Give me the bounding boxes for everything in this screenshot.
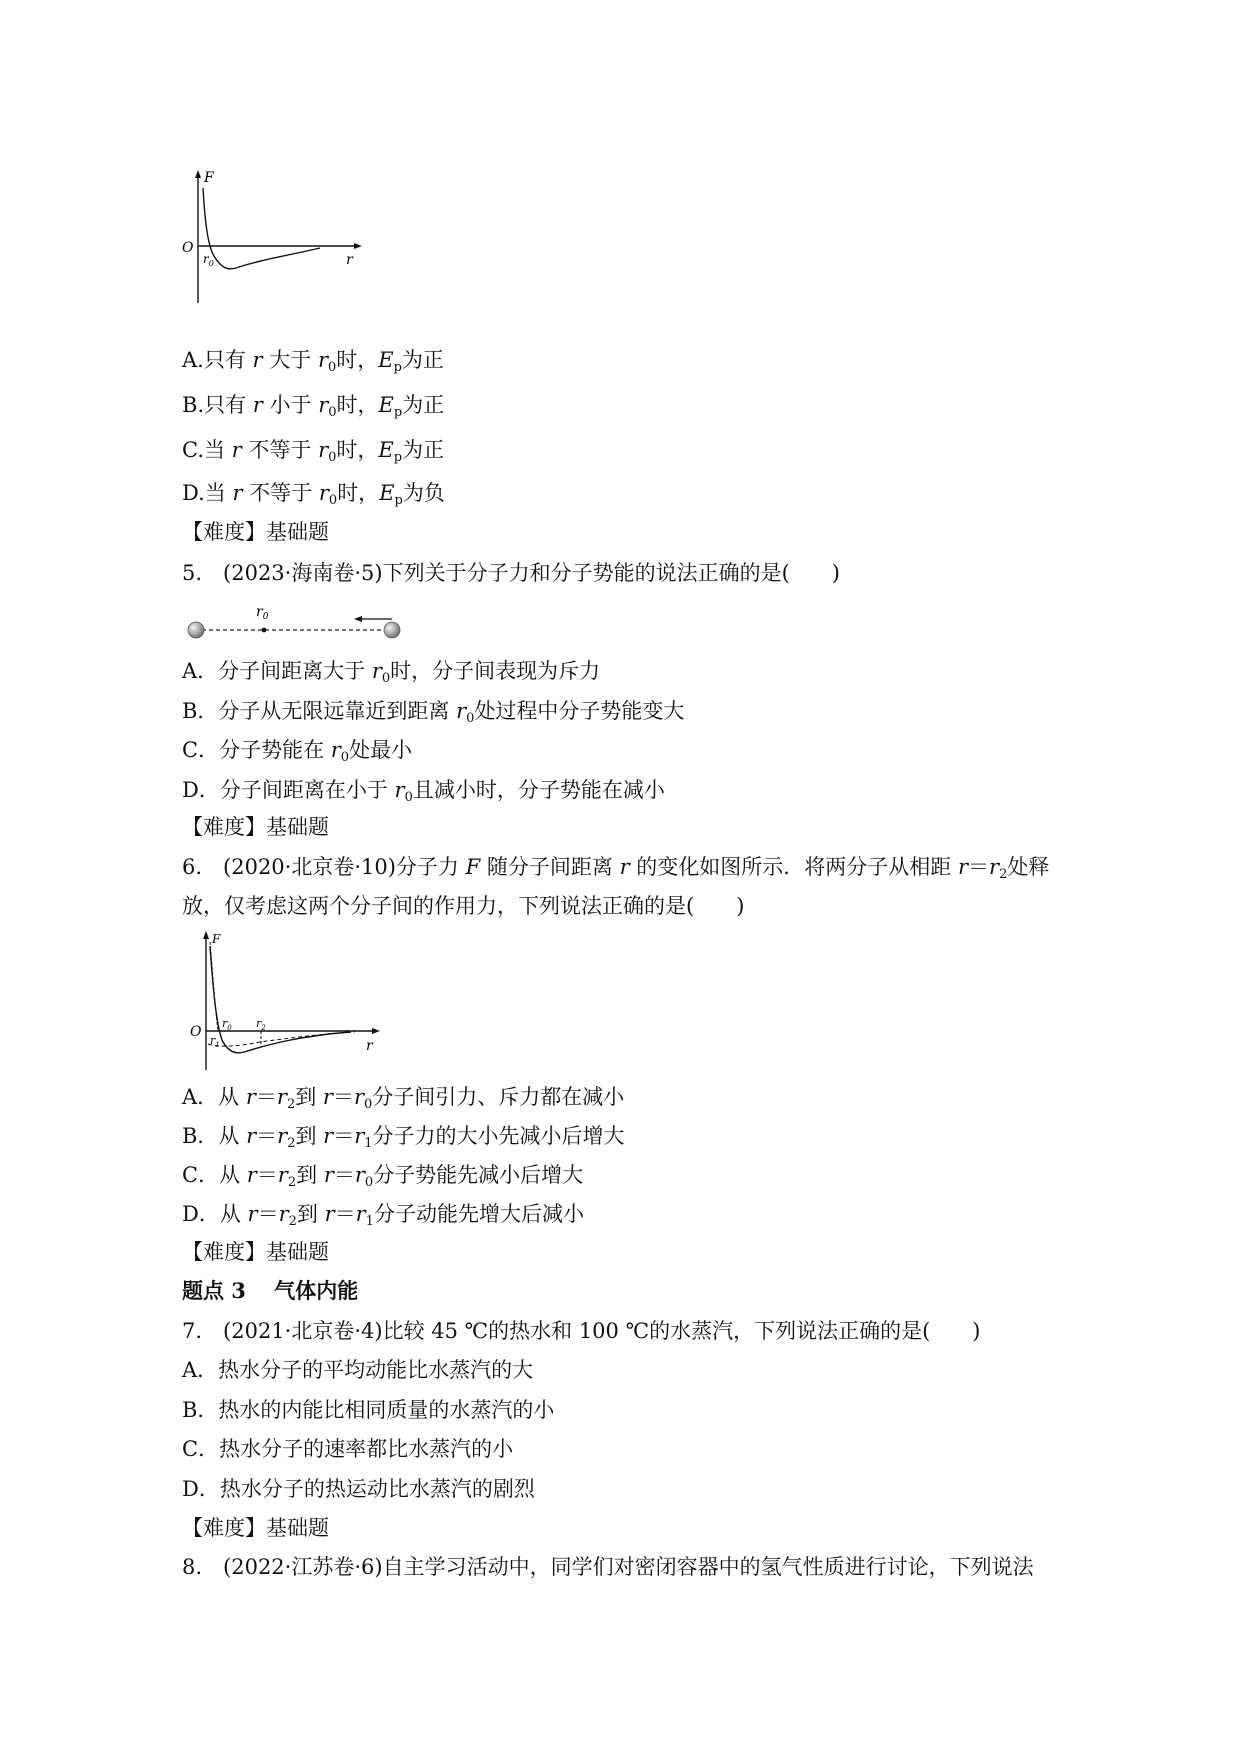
axis-label-f: F — [204, 170, 214, 186]
molecule-right — [384, 622, 400, 638]
q7-option-a: A．热水分子的平均动能比水蒸汽的大 — [182, 1358, 534, 1382]
q4-option-c: C.当 r 不等于 $r_0$时，$E_p$为正 — [182, 438, 445, 465]
q4-option-d: D.当 r 不等于 $r_0$时，$E_p$为负 — [182, 481, 445, 508]
q6-option-b: B．从 $r=r_2$到 $r=r_1$分子力的大小先减小后增大 — [182, 1124, 625, 1151]
q6-stem-line-1: 6. (2020·北京卷·10)分子力 F 随分子间距离 r 的变化如图所示．将两分子从相距 $r=r_2$处释 — [182, 855, 1050, 882]
q5-option-c: C．分子势能在 $r_0$处最小 — [182, 738, 413, 765]
q5-difficulty: 【难度】基础题 — [182, 815, 329, 839]
r0-label: $r_0$ — [203, 252, 214, 268]
figure-molecule-pair — [186, 598, 406, 644]
molecule-left — [188, 622, 204, 638]
r0-label: $r_0$ — [256, 604, 269, 622]
origin-label: O — [182, 240, 194, 256]
q7-option-d: D．热水分子的热运动比水蒸汽的剧烈 — [182, 1477, 535, 1501]
q5-option-b: B．分子从无限远靠近到距离 $r_0$处过程中分子势能变大 — [182, 699, 685, 726]
q7-option-c: C．热水分子的速率都比水蒸汽的小 — [182, 1437, 514, 1461]
q4-option-b: B.只有 r 小于 $r_0$时，$E_p$为正 — [182, 393, 445, 420]
q5-option-a: A．分子间距离大于 $r_0$时，分子间表现为斥力 — [182, 659, 601, 686]
figure-force-curve-1 — [170, 168, 370, 308]
section-heading: 题点 3 气体内能 — [182, 1278, 359, 1303]
arrow-left-icon — [354, 616, 362, 622]
q7-option-b: B．热水的内能比相同质量的水蒸汽的小 — [182, 1398, 555, 1422]
origin-label: O — [190, 1024, 202, 1040]
q5-stem: 5. (2023·海南卷·5)下列关于分子力和分子势能的说法正确的是( ) — [182, 561, 840, 585]
q4-option-a: A.只有 r 大于 $r_0$时，$E_p$为正 — [182, 348, 444, 375]
q4-difficulty: 【难度】基础题 — [182, 520, 329, 544]
axis-label-r: r — [346, 252, 353, 268]
q6-option-d: D．从 $r=r_2$到 $r=r_1$分子动能先增大后减小 — [182, 1202, 584, 1229]
q6-option-c: C．从 $r=r_2$到 $r=r_0$分子势能先减小后增大 — [182, 1163, 584, 1190]
q5-option-d: D．分子间距离在小于 $r_0$且减小时，分子势能在减小 — [182, 778, 665, 805]
r1-label: $r_1$ — [210, 1034, 220, 1049]
q8-stem: 8. (2022·江苏卷·6)自主学习活动中，同学们对密闭容器中的氢气性质进行讨论，下列说法 — [182, 1555, 1034, 1579]
q7-stem: 7. (2021·北京卷·4)比较 45 ℃的热水和 100 ℃的水蒸汽，下列说法正确的是( ) — [182, 1319, 981, 1343]
q6-difficulty: 【难度】基础题 — [182, 1240, 329, 1264]
r2-label: $r_2$ — [256, 1017, 266, 1032]
figure-force-curve-2 — [180, 928, 390, 1073]
axis-label-r: r — [366, 1038, 373, 1054]
q6-stem-line-2: 放，仅考虑这两个分子间的作用力，下列说法正确的是( ) — [182, 894, 745, 918]
axis-label-f: F — [212, 932, 221, 946]
r0-point — [262, 628, 267, 633]
q6-option-a: A．从 $r=r_2$到 $r=r_0$分子间引力、斥力都在减小 — [182, 1085, 625, 1112]
q7-difficulty: 【难度】基础题 — [182, 1516, 329, 1540]
r0-label: $r_0$ — [222, 1017, 232, 1032]
